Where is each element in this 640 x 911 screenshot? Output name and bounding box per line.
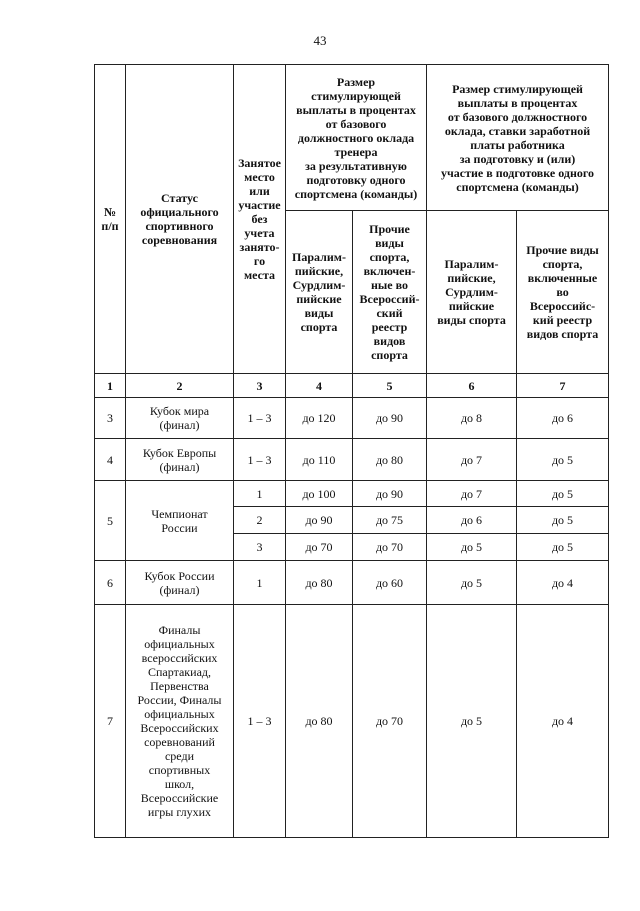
column-number: 5	[353, 374, 427, 398]
header-col-num	[95, 65, 126, 374]
competition-status-text: Финалы официальных всероссийских Спартакиад, Первенства России, Финалы официальных Всероссийских соревнований среди спортивных школ, Всероссийские игры глухих	[137, 623, 222, 819]
value-cell: до 70	[286, 534, 353, 561]
column-number-row	[95, 374, 609, 398]
header-col-status	[126, 65, 234, 374]
value-cell: до 5	[517, 507, 609, 534]
value-cell: до 5	[427, 561, 517, 605]
value-cell: до 6	[517, 398, 609, 439]
header-sub-para-1-label: Паралим- пийские, Сурдлим- пийские виды спорта	[292, 250, 346, 334]
header-sub-other-1-label: Прочие виды спорта, включен- ные во Всероссий- ский реестр видов спорта	[359, 222, 420, 362]
value-cell: до 80	[286, 561, 353, 605]
value-cell: до 6	[427, 507, 517, 534]
value-cell: до 75	[353, 507, 427, 534]
header-col-place	[234, 65, 286, 374]
column-number: 6	[427, 374, 517, 398]
competition-status-text: Чемпионат России	[151, 506, 208, 535]
column-number: 2	[126, 374, 234, 398]
header-group-trainer	[286, 65, 427, 211]
value-cell: до 80	[353, 439, 427, 481]
row-number: 5	[95, 481, 126, 561]
header-col-status-label: Статус официального спортивного соревнования	[140, 191, 219, 247]
page-number: 43	[313, 33, 327, 48]
header-group-trainer-label: Размер стимулирующей выплаты в процентах от базового должностного оклада тренера за результативную подготовку одного спортсмена (команды)	[294, 74, 418, 201]
stimulus-payment-table	[94, 64, 609, 838]
header-sub-para-1	[286, 211, 353, 374]
header-sub-para-2-label: Паралим- пийские, Сурдлим- пийские виды спорта	[437, 257, 506, 327]
value-cell: до 5	[517, 481, 609, 507]
competition-status	[126, 605, 234, 838]
competition-status	[126, 481, 234, 561]
value-cell: до 60	[353, 561, 427, 605]
header-col-num-label: № п/п	[101, 205, 119, 233]
header-group-worker-label: Размер стимулирующей выплаты в процентах от базового должностного оклада, ставки заработной платы работника за подготовку и (или) участие в подготовке одного спортсмена (команды)	[441, 81, 595, 194]
competition-status-text: Кубок мира (финал)	[149, 404, 210, 432]
place-cell: 3	[234, 534, 286, 561]
column-number: 4	[286, 374, 353, 398]
value-cell: до 7	[427, 481, 517, 507]
value-cell: до 5	[427, 605, 517, 838]
value-cell: до 120	[286, 398, 353, 439]
header-sub-other-2-label: Прочие виды спорта, включенные во Всероссийс- кий реестр видов спорта	[526, 243, 599, 341]
table-row	[95, 605, 609, 838]
place-cell: 2	[234, 507, 286, 534]
competition-status-text: Кубок России (финал)	[144, 568, 215, 597]
place-cell: 1	[234, 481, 286, 507]
value-cell: до 7	[427, 439, 517, 481]
column-number: 1	[95, 374, 126, 398]
value-cell: до 90	[286, 507, 353, 534]
value-cell: до 70	[353, 605, 427, 838]
row-number: 7	[95, 605, 126, 838]
value-cell: до 4	[517, 605, 609, 838]
header-sub-other-2	[517, 211, 609, 374]
header-sub-other-1	[353, 211, 427, 374]
value-cell: до 4	[517, 561, 609, 605]
header-col-place-label: Занятое место или участие без учета занято- го места	[238, 156, 281, 282]
header-sub-para-2	[427, 211, 517, 374]
value-cell: до 5	[517, 534, 609, 561]
table-row	[95, 439, 609, 481]
header-row-1	[95, 65, 609, 211]
value-cell: до 80	[286, 605, 353, 838]
value-cell: до 90	[353, 398, 427, 439]
column-number: 3	[234, 374, 286, 398]
row-number: 3	[95, 398, 126, 439]
value-cell: до 5	[427, 534, 517, 561]
place-cell: 1 – 3	[234, 439, 286, 481]
row-number: 4	[95, 439, 126, 481]
value-cell: до 100	[286, 481, 353, 507]
place-cell: 1 – 3	[234, 398, 286, 439]
value-cell: до 70	[353, 534, 427, 561]
place-cell: 1 – 3	[234, 605, 286, 838]
row-number: 6	[95, 561, 126, 605]
competition-status-text: Кубок Европы (финал)	[142, 445, 217, 474]
value-cell: до 5	[517, 439, 609, 481]
competition-status	[126, 439, 234, 481]
competition-status	[126, 561, 234, 605]
value-cell: до 90	[353, 481, 427, 507]
table-row	[95, 481, 609, 507]
column-number: 7	[517, 374, 609, 398]
table-row	[95, 398, 609, 439]
value-cell: до 8	[427, 398, 517, 439]
value-cell: до 110	[286, 439, 353, 481]
header-group-worker	[427, 65, 609, 211]
table-row	[95, 561, 609, 605]
competition-status	[126, 398, 234, 439]
place-cell: 1	[234, 561, 286, 605]
